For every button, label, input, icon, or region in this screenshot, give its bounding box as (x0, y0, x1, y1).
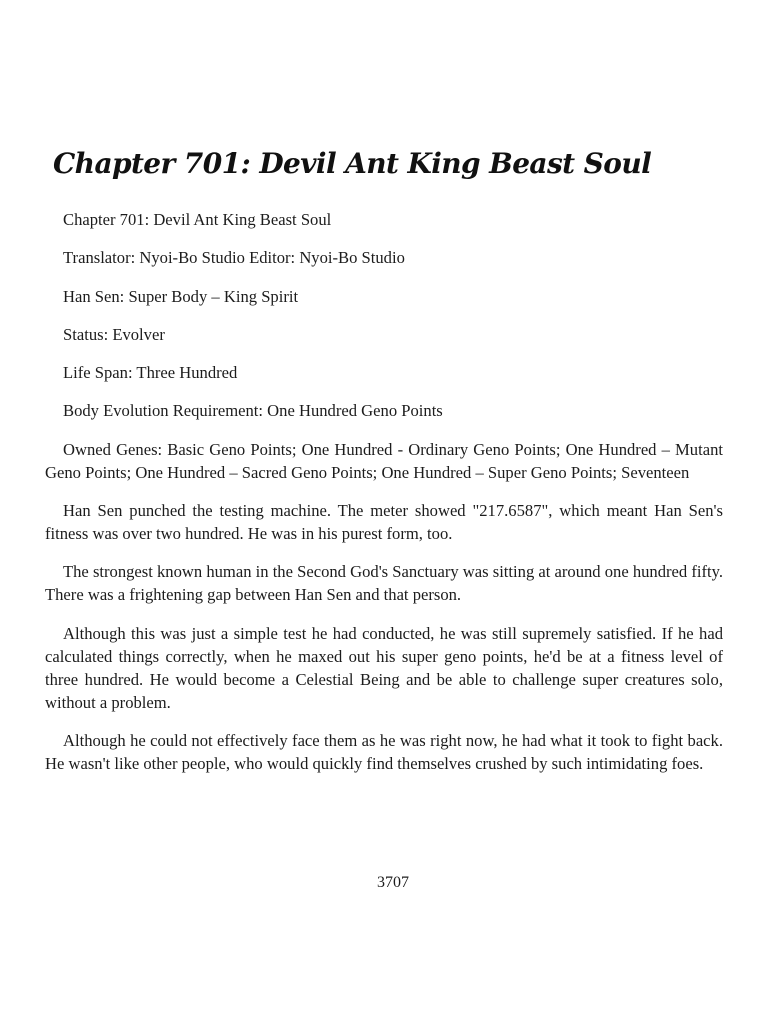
paragraph-strongest-human: The strongest known human in the Second God's Sanctuary was sitting at around one hundred fifty. There was a frightening gap between Han Sen and that person. (45, 562, 724, 605)
paragraph-chapter-heading: Chapter 701: Devil Ant King Beast Soul (63, 210, 332, 229)
paragraph-han-sen-status: Han Sen: Super Body – King Spirit (63, 286, 299, 306)
paragraph-owned-genes: Owned Genes: Basic Geno Points; One Hundred - Ordinary Geno Points; One Hundred – Mutant Geno Points; One Hundred – Sacred Geno Points; One Hundred – Super Geno Points; Seventeen (45, 439, 723, 482)
paragraph-life-span: Life Span: Three Hundred (63, 363, 238, 383)
paragraph-simple-test: Although this was just a simple test he had conducted, he was still supremely satisfied. If he had calculated things correctly, when he maxed out his super geno points, he'd be at a fitness level of three hundred. He would become a Celestial Being and be able to challenge super creatures solo, without a problem. (45, 623, 723, 712)
page-number: 3707 (377, 874, 409, 891)
chapter-body (45, 208, 723, 790)
paragraph-evolution-requirement: Body Evolution Requirement: One Hundred Geno Points (63, 401, 443, 421)
paragraph-testing-machine: Han Sen punched the testing machine. The meter showed "217.6587", which meant Han Sen's fitness was over two hundred. He was in his purest form, too. (45, 501, 723, 544)
paragraph-status: Status: Evolver (63, 324, 165, 344)
chapter-title: Chapter 701: Devil Ant King Beast Soul (53, 147, 652, 180)
paragraph-credits: Translator: Nyoi-Bo Studio Editor: Nyoi-Bo Studio (63, 248, 405, 268)
paragraph-fight-back: Although he could not effectively face them as he was right now, he had what it took to fight back. He wasn't like other people, who would quickly find themselves crushed by such intimidating foes. (45, 730, 723, 773)
